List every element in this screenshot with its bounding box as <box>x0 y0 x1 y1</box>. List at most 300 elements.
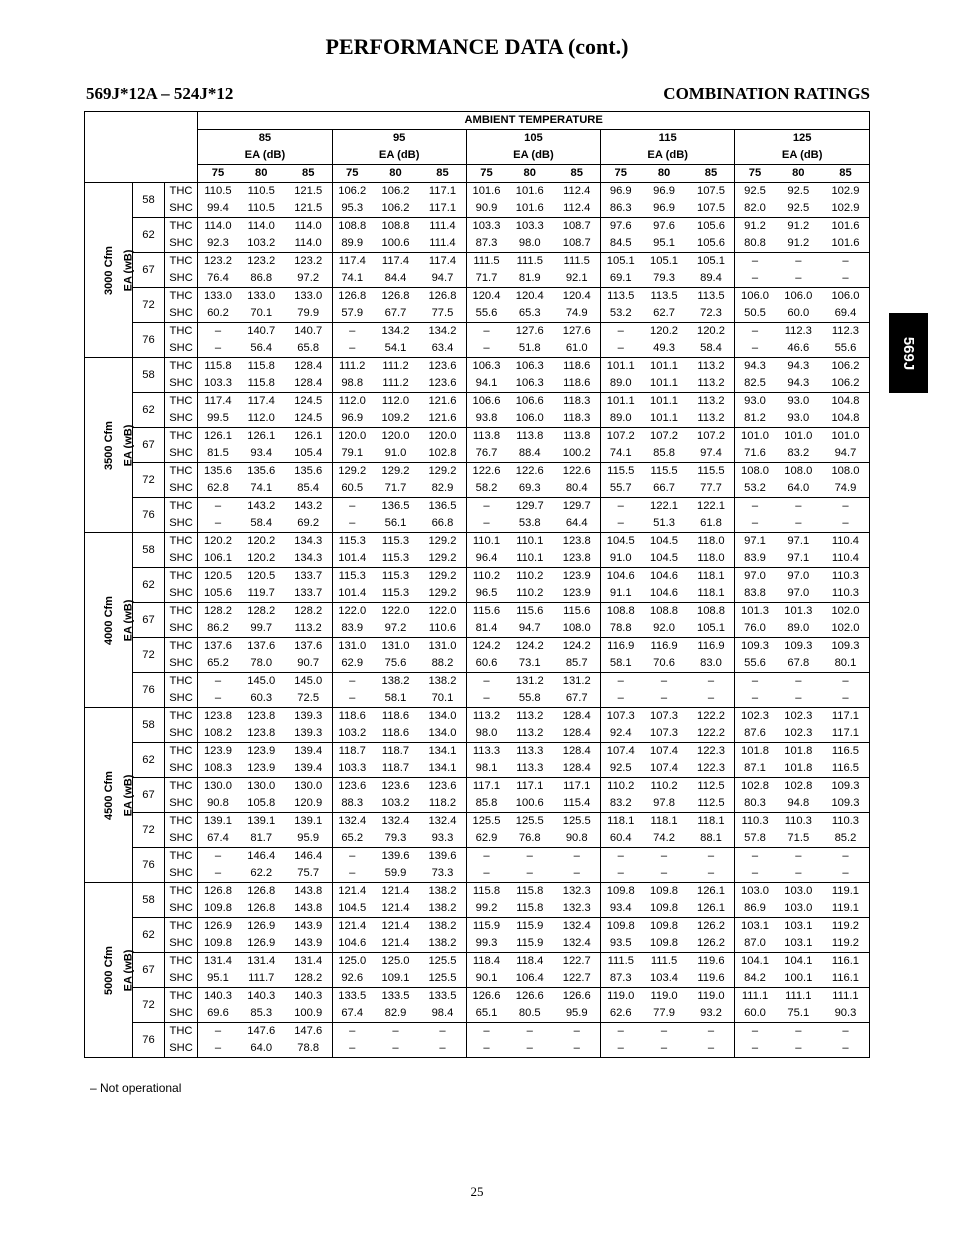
thc-value: 92.5 <box>775 183 822 201</box>
thc-value: 106.2 <box>372 183 419 201</box>
thc-label: THC <box>164 673 198 691</box>
ea-db-value-header: 75 <box>466 165 506 183</box>
thc-value: 102.8 <box>775 778 822 796</box>
thc-value: 128.4 <box>285 358 332 376</box>
table-row <box>85 218 870 236</box>
shc-value: 128.2 <box>294 972 323 984</box>
shc-value: 62.7 <box>653 307 675 319</box>
shc-value: 73.1 <box>518 657 541 669</box>
thc-label: THC <box>164 498 198 516</box>
table-row <box>85 935 870 953</box>
shc-value: 109.2 <box>381 412 410 424</box>
thc-value: – <box>506 1023 553 1041</box>
table-row <box>85 760 870 778</box>
thc-value: 128.2 <box>198 603 238 621</box>
footnote: – Not operational <box>90 1081 182 1095</box>
shc-value: 82.9 <box>431 482 454 494</box>
thc-value: 110.2 <box>466 568 506 586</box>
shc-value: 102.9 <box>822 200 870 218</box>
ea-db-header: EA (dB) <box>601 147 735 165</box>
shc-value: 106.0 <box>515 412 544 424</box>
thc-value: 131.4 <box>285 953 332 971</box>
shc-value: 132.3 <box>562 902 591 914</box>
thc-value: 101.1 <box>601 358 641 376</box>
shc-value: 81.7 <box>250 832 273 844</box>
thc-value: 116.9 <box>688 638 735 656</box>
shc-value: 90.8 <box>565 832 588 844</box>
table-row <box>85 1005 870 1023</box>
shc-value: 103.3 <box>198 375 238 393</box>
shc-value: 80.4 <box>565 482 588 494</box>
thc-value: 126.6 <box>506 988 553 1006</box>
shc-value: 109.3 <box>822 795 870 813</box>
thc-value: 116.9 <box>640 638 687 656</box>
shc-value: 89.0 <box>601 410 641 428</box>
shc-value: 69.2 <box>297 517 320 529</box>
thc-value: 131.0 <box>372 638 419 656</box>
thc-label: THC <box>164 813 198 831</box>
thc-value: 125.5 <box>466 813 506 831</box>
thc-value: 113.2 <box>688 358 735 376</box>
thc-label: THC <box>164 883 198 901</box>
shc-value: 50.5 <box>735 305 775 323</box>
thc-value: 147.6 <box>238 1023 285 1041</box>
shc-value: 101.1 <box>650 412 679 424</box>
thc-value: 119.1 <box>822 883 870 901</box>
table-row <box>85 690 870 708</box>
thc-value: 101.1 <box>640 358 687 376</box>
shc-value: 87.6 <box>735 725 775 743</box>
thc-value: 106.3 <box>466 358 506 376</box>
thc-value: 138.2 <box>372 673 419 691</box>
thc-value: 115.9 <box>506 918 553 936</box>
thc-value: 116.9 <box>601 638 641 656</box>
ewb-value: 76 <box>133 1023 164 1058</box>
shc-value: – <box>466 865 506 883</box>
shc-value: 93.3 <box>431 832 454 844</box>
shc-value: 74.1 <box>601 445 641 463</box>
thc-value: – <box>688 1023 735 1041</box>
thc-value: 125.0 <box>372 953 419 971</box>
thc-value: 114.0 <box>198 218 238 236</box>
shc-value: 121.4 <box>381 902 410 914</box>
shc-value: 90.3 <box>822 1005 870 1023</box>
thc-value: 126.8 <box>372 288 419 306</box>
thc-value: 117.1 <box>466 778 506 796</box>
thc-value: 132.4 <box>419 813 466 831</box>
shc-value: 59.9 <box>384 867 407 879</box>
thc-value: 122.3 <box>688 743 735 761</box>
thc-value: 105.1 <box>640 253 687 271</box>
thc-value: 104.5 <box>640 533 687 551</box>
shc-label: SHC <box>164 1005 198 1023</box>
thc-value: – <box>688 848 735 866</box>
thc-value: 115.3 <box>372 533 419 551</box>
shc-value: 70.1 <box>431 692 454 704</box>
shc-value: – <box>332 865 372 883</box>
shc-value: 106.3 <box>515 377 544 389</box>
thc-value: 119.2 <box>822 918 870 936</box>
shc-value: – <box>735 515 775 533</box>
table-row <box>85 638 870 656</box>
thc-value: – <box>775 848 822 866</box>
shc-value: 143.9 <box>294 937 323 949</box>
thc-value: 101.0 <box>735 428 775 446</box>
thc-value: 129.2 <box>419 463 466 481</box>
header-row <box>85 112 870 130</box>
thc-value: 120.5 <box>238 568 285 586</box>
table-row <box>85 480 870 498</box>
thc-value: 137.6 <box>238 638 285 656</box>
shc-value: 105.1 <box>696 622 725 634</box>
thc-value: 106.2 <box>822 358 870 376</box>
page-number: 25 <box>470 1184 484 1199</box>
thc-value: 122.1 <box>640 498 687 516</box>
ea-wb-label-text: EA (wB) <box>121 774 134 816</box>
thc-value: 114.0 <box>238 218 285 236</box>
thc-value: 126.1 <box>285 428 332 446</box>
thc-value: 134.2 <box>372 323 419 341</box>
shc-value: 65.2 <box>332 830 372 848</box>
shc-value: 85.4 <box>297 482 320 494</box>
shc-value: 64.0 <box>787 482 810 494</box>
thc-label: THC <box>164 953 198 971</box>
ea-db-value-header: 85 <box>419 165 466 183</box>
thc-value: 109.3 <box>735 638 775 656</box>
thc-value: 101.3 <box>775 603 822 621</box>
ewb-value: 62 <box>133 918 164 953</box>
shc-value: 125.5 <box>428 972 457 984</box>
shc-value: 82.9 <box>384 1007 407 1019</box>
shc-value: 139.3 <box>294 727 323 739</box>
shc-value: 83.2 <box>601 795 641 813</box>
thc-value: 103.3 <box>506 218 553 236</box>
shc-value: 77.9 <box>653 1007 675 1019</box>
thc-value: 120.0 <box>332 428 372 446</box>
table-row <box>85 305 870 323</box>
table-row <box>85 848 870 866</box>
thc-label: THC <box>164 848 198 866</box>
thc-value: 125.5 <box>553 813 600 831</box>
shc-value: 94.7 <box>518 622 541 634</box>
shc-value: 129.2 <box>428 587 457 599</box>
thc-value: 115.9 <box>466 918 506 936</box>
thc-value: 126.8 <box>332 288 372 306</box>
shc-value: 112.0 <box>247 412 275 424</box>
thc-value: 91.2 <box>735 218 775 236</box>
shc-value: – <box>332 515 372 533</box>
thc-value: 102.3 <box>775 708 822 726</box>
thc-value: – <box>601 673 641 691</box>
shc-value: 86.2 <box>198 620 238 638</box>
shc-value: 132.4 <box>562 937 591 949</box>
shc-value: 93.5 <box>601 935 641 953</box>
shc-value: 85.8 <box>466 795 506 813</box>
shc-value: 118.6 <box>563 377 591 389</box>
shc-value: 116.1 <box>822 970 870 988</box>
shc-value: 104.5 <box>332 900 372 918</box>
shc-value: 106.2 <box>381 202 410 214</box>
shc-value: 82.5 <box>735 375 775 393</box>
shc-value: 111.2 <box>382 377 409 389</box>
shc-value: 92.6 <box>332 970 372 988</box>
shc-value: 98.4 <box>431 1007 454 1019</box>
shc-value: 112.4 <box>563 202 591 214</box>
thc-value: 113.8 <box>466 428 506 446</box>
shc-value: 133.7 <box>294 587 323 599</box>
shc-value: 66.8 <box>431 517 454 529</box>
thc-value: – <box>775 1023 822 1041</box>
ewb-value: 72 <box>133 463 164 498</box>
thc-value: 120.2 <box>640 323 687 341</box>
ea-wb-label-text: EA (wB) <box>121 949 134 991</box>
shc-value: 81.2 <box>735 410 775 428</box>
shc-value: 99.2 <box>466 900 506 918</box>
shc-value: – <box>735 270 775 288</box>
thc-value: 97.6 <box>601 218 641 236</box>
thc-value: 138.2 <box>419 883 466 901</box>
shc-value: 93.8 <box>466 410 506 428</box>
thc-value: – <box>735 848 775 866</box>
table-row <box>85 988 870 1006</box>
thc-value: 126.1 <box>688 883 735 901</box>
thc-value: – <box>506 848 553 866</box>
ewb-value: 76 <box>133 498 164 533</box>
shc-value: 94.7 <box>431 272 454 284</box>
thc-value: 122.0 <box>332 603 372 621</box>
thc-value: 96.9 <box>601 183 641 201</box>
thc-value: 116.5 <box>822 743 870 761</box>
shc-value: 69.4 <box>822 305 870 323</box>
shc-label: SHC <box>164 760 198 778</box>
shc-value: 143.8 <box>294 902 323 914</box>
table-row <box>85 865 870 883</box>
thc-value: 134.1 <box>419 743 466 761</box>
shc-value: 78.8 <box>285 1040 332 1058</box>
shc-value: 103.2 <box>332 725 372 743</box>
thc-value: 97.1 <box>775 533 822 551</box>
thc-value: – <box>601 498 641 516</box>
thc-value: – <box>775 673 822 691</box>
shc-value: 104.6 <box>650 587 679 599</box>
thc-value: 126.1 <box>238 428 285 446</box>
ambient-temp-header: 95 <box>332 130 466 148</box>
shc-value: 126.8 <box>247 902 276 914</box>
section-heading: COMBINATION RATINGS <box>663 84 870 103</box>
shc-value: 118.7 <box>381 762 410 774</box>
thc-label: THC <box>164 218 198 236</box>
table-row <box>85 375 870 393</box>
thc-value: – <box>466 673 506 691</box>
shc-value: – <box>526 867 533 879</box>
shc-value: 58.4 <box>700 342 722 354</box>
shc-value: – <box>466 515 506 533</box>
thc-value: 115.8 <box>238 358 285 376</box>
shc-value: 113.2 <box>516 727 544 739</box>
ambient-temperature-header: AMBIENT TEMPERATURE <box>198 112 870 130</box>
thc-value: – <box>822 1023 870 1041</box>
thc-value: – <box>688 673 735 691</box>
thc-value: 117.4 <box>372 253 419 271</box>
thc-value: 117.4 <box>198 393 238 411</box>
thc-value: 120.2 <box>238 533 285 551</box>
shc-value: – <box>506 1040 553 1058</box>
header-row <box>85 130 870 148</box>
shc-value: 94.3 <box>787 377 810 389</box>
shc-value: 109.8 <box>198 935 238 953</box>
shc-value: 115.3 <box>381 587 410 599</box>
shc-label: SHC <box>164 445 198 463</box>
thc-label: THC <box>164 988 198 1006</box>
thc-value: 107.3 <box>640 708 687 726</box>
thc-value: 131.4 <box>238 953 285 971</box>
shc-value: 75.6 <box>384 657 407 669</box>
shc-value: 60.3 <box>250 692 273 704</box>
thc-value: 121.6 <box>419 393 466 411</box>
thc-value: 131.4 <box>198 953 238 971</box>
thc-value: 115.8 <box>506 883 553 901</box>
shc-value: 109.8 <box>198 900 238 918</box>
thc-label: THC <box>164 708 198 726</box>
table-row <box>85 288 870 306</box>
shc-label: SHC <box>164 550 198 568</box>
shc-label: SHC <box>164 340 198 358</box>
thc-label: THC <box>164 918 198 936</box>
thc-value: – <box>775 498 822 516</box>
shc-value: – <box>822 270 870 288</box>
thc-value: 131.2 <box>553 673 600 691</box>
shc-value: – <box>795 272 802 284</box>
shc-value: 103.2 <box>247 237 276 249</box>
shc-value: 71.7 <box>466 270 506 288</box>
shc-label: SHC <box>164 900 198 918</box>
shc-label: SHC <box>164 515 198 533</box>
shc-label: SHC <box>164 970 198 988</box>
shc-value: 108.3 <box>198 760 238 778</box>
shc-value: 76.8 <box>518 832 541 844</box>
shc-value: – <box>735 340 775 358</box>
thc-value: 115.6 <box>506 603 553 621</box>
ewb-value: 76 <box>133 673 164 708</box>
thc-value: 97.0 <box>735 568 775 586</box>
thc-value: 106.0 <box>775 288 822 306</box>
shc-value: 60.2 <box>198 305 238 323</box>
shc-value: 107.5 <box>696 202 725 214</box>
table-row <box>85 603 870 621</box>
table-row <box>85 323 870 341</box>
shc-value: 65.3 <box>518 307 541 319</box>
table-row <box>85 270 870 288</box>
thc-label: THC <box>164 568 198 586</box>
shc-value: – <box>419 1040 466 1058</box>
ewb-value: 58 <box>133 358 164 393</box>
thc-value: 118.4 <box>506 953 553 971</box>
shc-value: – <box>198 340 238 358</box>
shc-value: 126.2 <box>696 937 725 949</box>
table-row <box>85 743 870 761</box>
shc-value: 95.1 <box>198 970 238 988</box>
shc-value: 97.8 <box>653 797 675 809</box>
shc-value: 103.1 <box>784 937 813 949</box>
shc-value: 119.1 <box>822 900 870 918</box>
thc-value: 115.5 <box>640 463 687 481</box>
shc-value: 62.6 <box>601 1005 641 1023</box>
thc-value: 123.8 <box>198 708 238 726</box>
shc-value: 110.1 <box>516 552 544 564</box>
thc-value: 130.0 <box>198 778 238 796</box>
shc-value: – <box>795 867 802 879</box>
thc-value: 126.8 <box>419 288 466 306</box>
thc-value: 115.3 <box>332 533 372 551</box>
shc-value: – <box>198 1040 238 1058</box>
ewb-value: 62 <box>133 743 164 778</box>
thc-value: 111.2 <box>372 358 419 376</box>
thc-value: 136.5 <box>372 498 419 516</box>
thc-value: – <box>419 1023 466 1041</box>
shc-value: 72.3 <box>700 307 722 319</box>
thc-value: 112.0 <box>372 393 419 411</box>
airflow-label <box>85 883 115 1058</box>
shc-value: 109.8 <box>650 902 679 914</box>
shc-value: 126.9 <box>247 937 276 949</box>
shc-value: – <box>707 867 715 879</box>
shc-value: 115.3 <box>381 552 410 564</box>
shc-value: 117.1 <box>822 725 870 743</box>
thc-value: 108.0 <box>775 463 822 481</box>
shc-value: 87.1 <box>735 760 775 778</box>
shc-label: SHC <box>164 410 198 428</box>
shc-value: – <box>198 865 238 883</box>
airflow-label <box>85 708 115 883</box>
thc-value: 117.1 <box>506 778 553 796</box>
ea-db-value-header: 80 <box>640 165 687 183</box>
thc-value: 122.2 <box>688 708 735 726</box>
thc-value: 92.5 <box>735 183 775 201</box>
shc-value: 110.6 <box>428 622 457 634</box>
shc-value: 86.9 <box>735 900 775 918</box>
thc-value: 117.1 <box>553 778 600 796</box>
thc-value: 145.0 <box>238 673 285 691</box>
thc-value: 109.3 <box>822 638 870 656</box>
thc-value: 104.6 <box>601 568 641 586</box>
ambient-temp-header: 85 <box>198 130 332 148</box>
shc-value: 103.2 <box>381 797 410 809</box>
shc-value: 79.3 <box>384 832 407 844</box>
ea-db-value-header: 75 <box>198 165 238 183</box>
ea-db-header: EA (dB) <box>466 147 600 165</box>
shc-value: 108.0 <box>562 622 591 634</box>
shc-value: – <box>573 867 580 879</box>
thc-value: – <box>198 498 238 516</box>
shc-value: 123.6 <box>428 377 457 389</box>
shc-label: SHC <box>164 830 198 848</box>
shc-value: 54.1 <box>384 342 407 354</box>
shc-value: 87.3 <box>466 235 506 253</box>
thc-value: 103.1 <box>775 918 822 936</box>
thc-value: 135.6 <box>238 463 285 481</box>
shc-value: 119.6 <box>697 972 725 984</box>
thc-value: 132.4 <box>553 918 600 936</box>
thc-value: 134.0 <box>419 708 466 726</box>
table-row <box>85 568 870 586</box>
thc-value: 110.3 <box>822 813 870 831</box>
thc-value: – <box>466 1023 506 1041</box>
thc-value: 128.2 <box>285 603 332 621</box>
thc-value: 101.6 <box>466 183 506 201</box>
thc-value: 113.2 <box>506 708 553 726</box>
table-row <box>85 620 870 638</box>
shc-value: – <box>775 1040 822 1058</box>
